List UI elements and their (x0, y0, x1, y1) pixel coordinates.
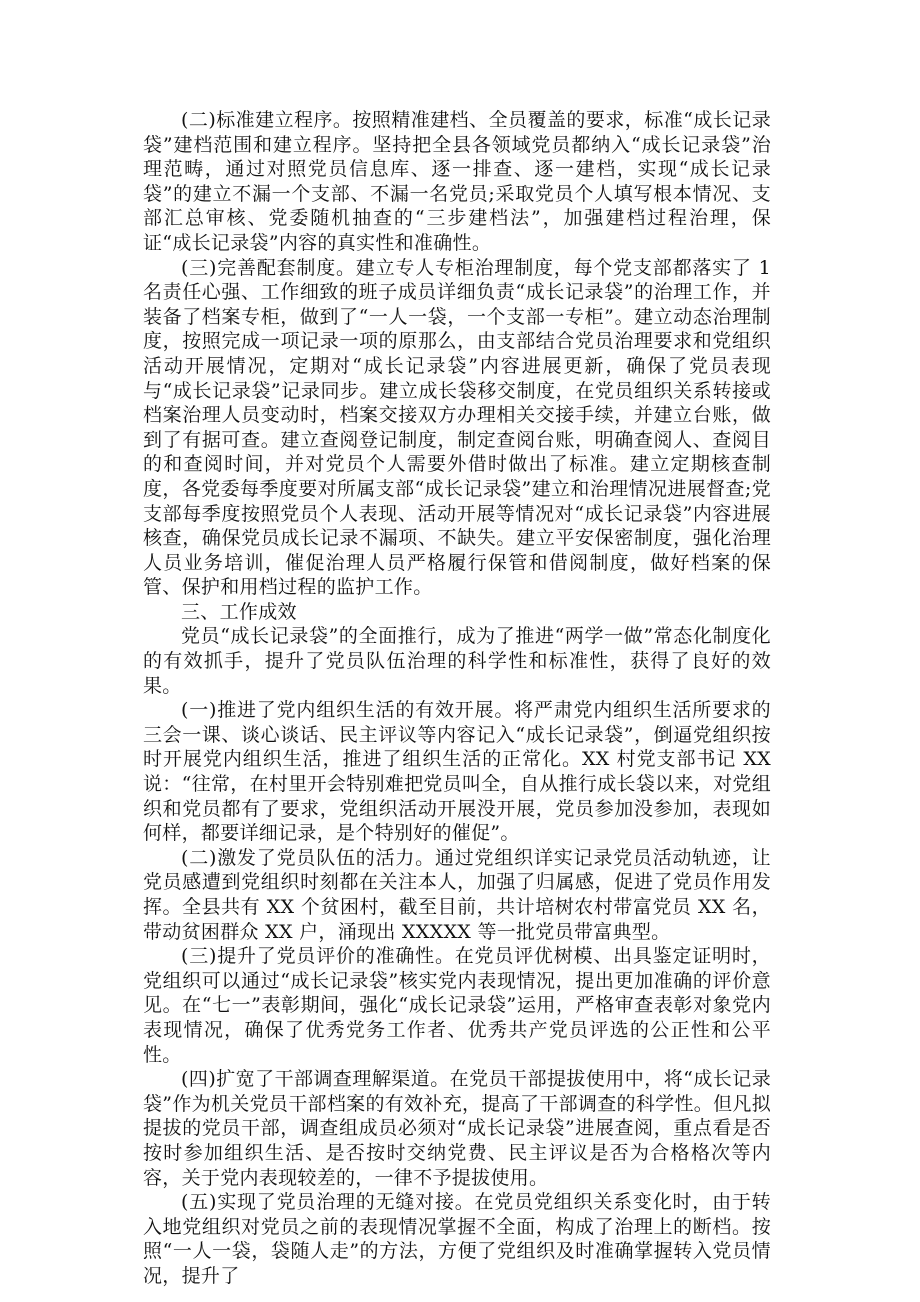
paragraph-supporting-systems: (三)完善配套制度。建立专人专柜治理制度，每个党支部都落实了 1 名责任心强、工作细致的班子成员详细负责“成长记录袋”的治理工作，并装备了档案专柜，做到了“一人一袋，一个支部一专柜”。建立动态治理制度，按照完成一项记录一项的原那么，由支部结合党员治理要求和党组织活动开展情况，定期对“成长记录袋”内容进展更新，确保了党员表现与“成长记录袋”记录同步。建立成长袋移交制度，在党员组织关系转接或档案治理人员变动时，档案交接双方办理相关交接手续，并建立台账，做到了有据可查。建立查阅登记制度，制定查阅台账，明确查阅人、查阅目的和查阅时间，并对党员个人需要外借时做出了标准。建立定期核查制度，各党委每季度要对所属支部“成长记录袋”建立和治理情况进展督查;党支部每季度按照党员个人表现、活动开展等情况对“成长记录袋”内容进展核查，确保党员成长记录不漏项、不缺失。建立平安保密制度，强化治理人员业务培训，催促治理人员严格履行保管和借阅制度，做好档案的保管、保护和用档过程的监护工作。 (143, 256, 771, 599)
paragraph-results-intro: 党员“成长记录袋”的全面推行，成为了推进“两学一做”常态化制度化的有效抓手，提升了党员队伍治理的科学性和标准性，获得了良好的效果。 (143, 625, 771, 697)
paragraph-result-organization-life: (一)推进了党内组织生活的有效开展。将严肃党内组织生活所要求的三会一课、谈心谈话、民主评议等内容记入“成长记录袋”，倒逼党组织按时开展党内组织生活，推进了组织生活的正常化。XX 村党支部书记 XX 说：“往常，在村里开会特别难把党员叫全，自从推行成长袋以来，对党组织和党员都有了要求，党组织活动开展没开展，党员参加没参加，表现如何样，都要详细记录，是个特别好的催促”。 (143, 699, 771, 845)
paragraph-result-evaluation-accuracy: (三)提升了党员评价的准确性。在党员评优树模、出具鉴定证明时，党组织可以通过“成长记录袋”核实党内表现情况，提出更加准确的评价意见。在“七一”表彰期间，强化“成长记录袋”运用，严格审查表彰对象党内表现情况，确保了优秀党务工作者、优秀共产党员评选的公正性和公平性。 (143, 945, 771, 1066)
paragraph-standard-procedure: (二)标准建立程序。按照精准建档、全员覆盖的要求，标准“成长记录袋”建档范围和建立程序。坚持把全县各领域党员都纳入“成长记录袋”治理范畴，通过对照党员信息库、逐一排查、逐一建档，实现“成长记录袋”的建立不漏一个支部、不漏一名党员;采取党员个人填写根本情况、支部汇总审核、党委随机抽查的“三步建档法”，加强建档过程治理，保证“成长记录袋”内容的真实性和准确性。 (143, 109, 771, 254)
section-heading-work-results: 三、工作成效 (181, 600, 297, 623)
document-body (143, 108, 771, 1289)
paragraph-result-seamless-management: (五)实现了党员治理的无缝对接。在党员党组织关系变化时，由于转入地党组织对党员之前的表现情况掌握不全面，构成了治理上的断档。按照“一人一袋，袋随人走”的方法，方便了党组织及时准确掌握转入党员情况，提升了 (143, 1191, 771, 1287)
paragraph-result-team-vitality: (二)激发了党员队伍的活力。通过党组织详实记录党员活动轨迹，让党员感遭到党组织时刻都在关注本人，加强了归属感，促进了党员作用发挥。全县共有 XX 个贫困村，截至目前，共计培树农村带富党员 XX 名，带动贫困群众 XX 户，涌现出 XXXXX 等一批党员带富典型。 (143, 846, 771, 943)
paragraph-result-cadre-channels: (四)扩宽了干部调查理解渠道。在党员干部提拔使用中，将“成长记录袋”作为机关党员干部档案的有效补充，提高了干部调查的科学性。但凡拟提拔的党员干部，调查组成员必须对“成长记录袋”进展查阅，重点看是否按时参加组织生活、是否按时交纳党费、民主评议是否为合格格次等内容，关于党内表现较差的，一律不予提拔使用。 (143, 1068, 771, 1189)
